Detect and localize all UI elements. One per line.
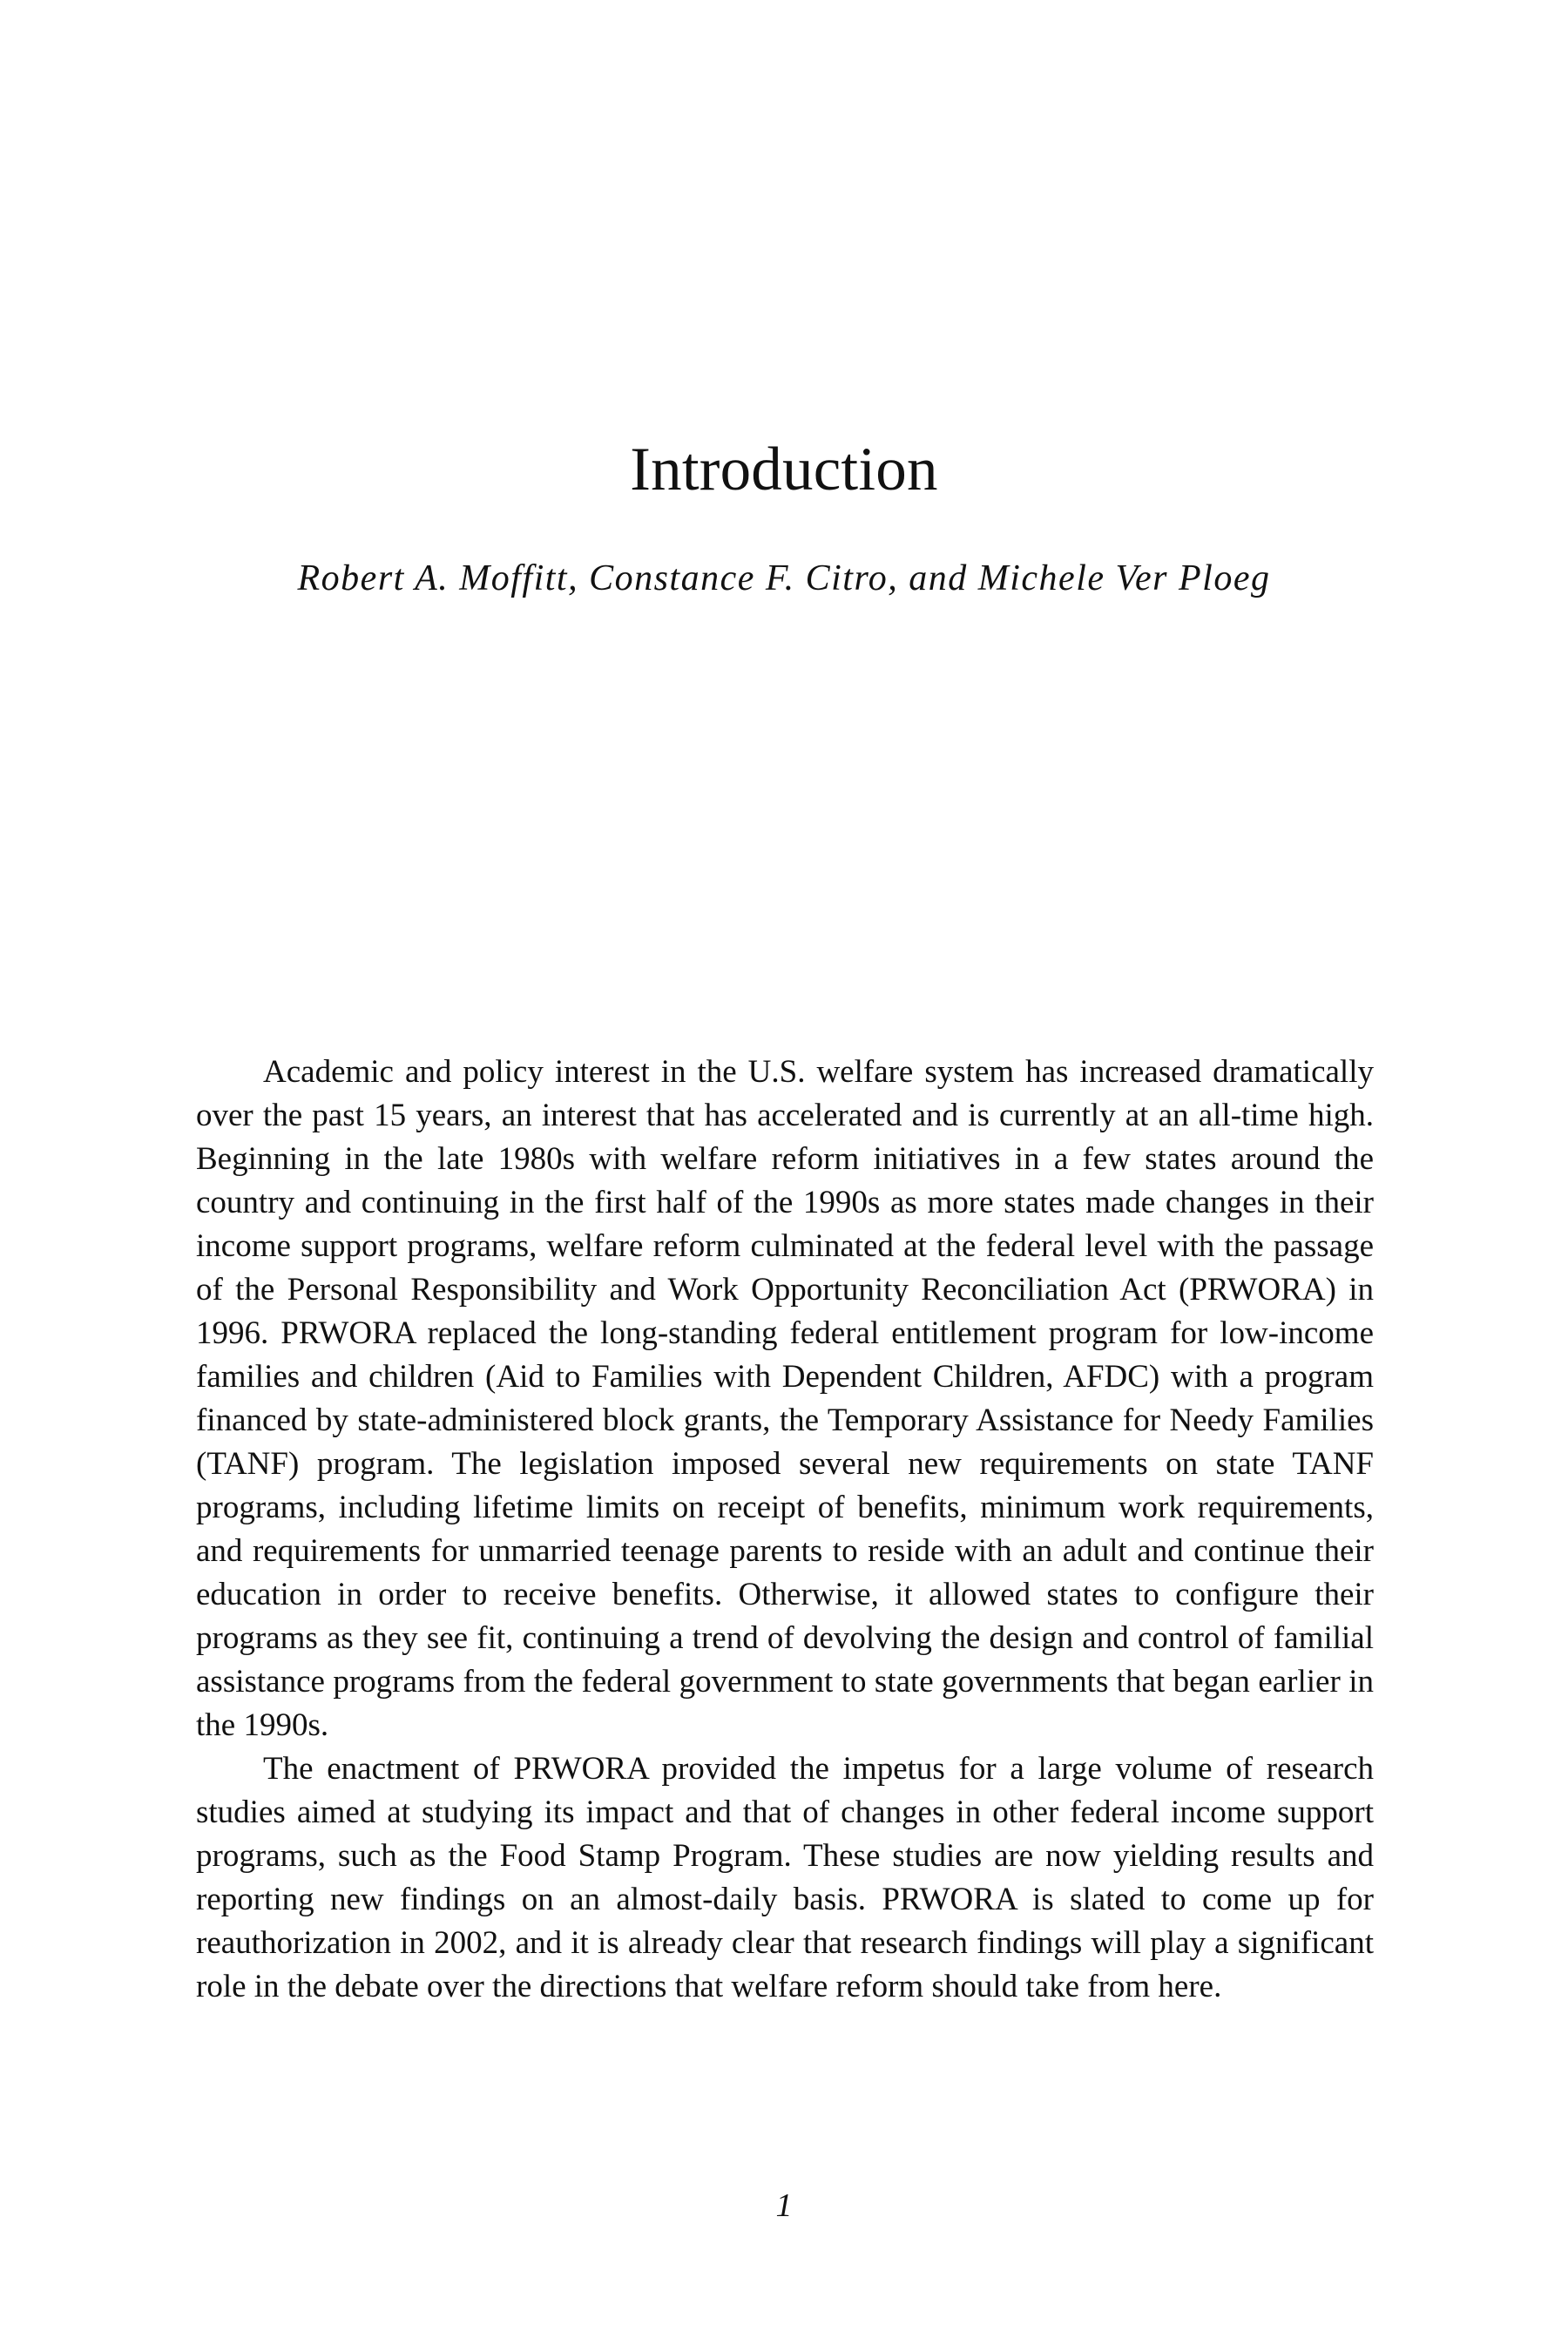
chapter-authors: Robert A. Moffitt, Constance F. Citro, and Michele Ver Ploeg xyxy=(297,558,1271,598)
chapter-title: Introduction xyxy=(630,436,938,504)
body-paragraph-1: Academic and policy interest in the U.S. welfare system has increased dramatically over the past 15 years, an interest that has accelerated and is currently at an all-time high. Beginning in the late 1980s with welfare reform initiatives in a few states around the country and continuing in the first half of the 1990s as more states made changes in their income support programs, welfare reform culminated at the federal level with the passage of the Personal Responsibility and Work Opportunity Reconciliation Act (PRWORA) in 1996. PRWORA replaced the long-standing federal entitlement program for low-income families and children (Aid to Families with Dependent Children, AFDC) with a program financed by state-administered block grants, the Temporary Assistance for Needy Families (TANF) program. The legislation imposed several new requirements on state TANF programs, including lifetime limits on receipt of benefits, minimum work requirements, and requirements for unmarried teenage parents to reside with an adult and continue their education in order to receive benefits. Otherwise, it allowed states to configure their programs as they see fit, continuing a trend of devolving the design and control of familial assistance programs from the federal government to state governments that began earlier in the 1990s. xyxy=(196,1054,1374,1743)
page-number: 1 xyxy=(775,2187,793,2224)
body-paragraph-2: The enactment of PRWORA provided the impetus for a large volume of research studies aimed at studying its impact and that of changes in other federal income support programs, such as the Food Stamp Program. These studies are now yielding results and reporting new findings on an almost-daily basis. PRWORA is slated to come up for reauthorization in 2002, and it is already clear that research findings will play a significant role in the debate over the directions that welfare reform should take from here. xyxy=(196,1751,1374,2004)
chapter-body xyxy=(196,1051,1374,2009)
